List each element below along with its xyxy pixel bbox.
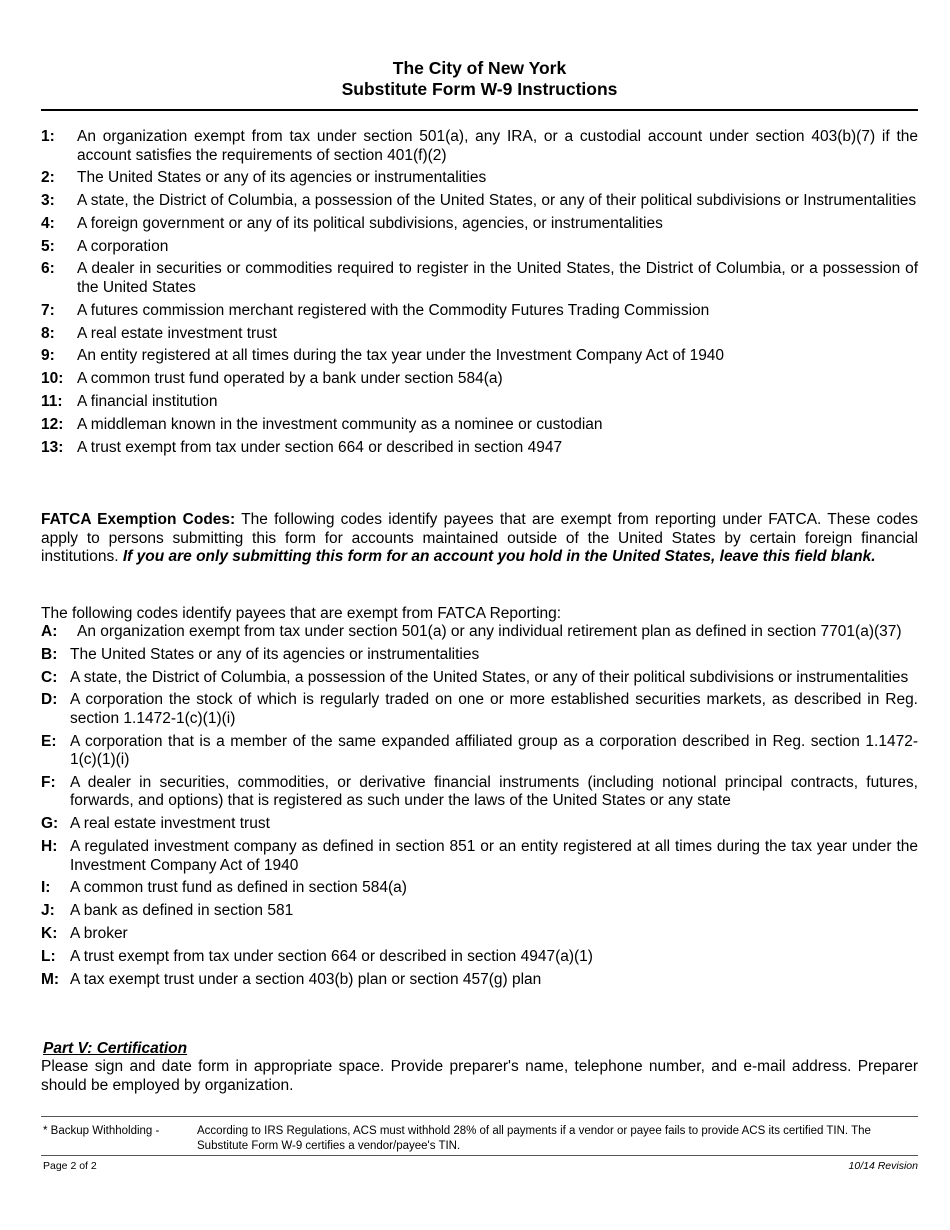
exempt-code-text: An entity registered at all times during the tax year under the Investment Company Act of 1940 [77,347,725,365]
fatca-code-text: A broker [70,924,128,942]
exempt-code-item [41,215,918,234]
fatca-code-text: An organization exempt from tax under section 501(a) or any individual retirement plan as defined in section 7701(a)(37) [77,623,902,640]
certification-heading: Part V: Certification [43,1040,188,1057]
exempt-code-item [41,238,918,257]
fatca-code-text: A tax exempt trust under a section 403(b) plan or section 457(g) plan [70,970,542,988]
footer-divider-top [41,1116,918,1117]
exempt-code-item [41,347,918,366]
fatca-code-text: A state, the District of Columbia, a possession of the United States, or any of their political subdivisions or instrumentalities [70,668,909,686]
fatca-body: The following codes identify payees that are exempt from reporting under FATCA. These codes apply to persons submitting this form for accounts maintained outside of the United States by certain foreign financial institutions. [41,511,918,565]
exempt-code-item [41,325,918,344]
fatca-code: M: [41,970,60,988]
exempt-code-text: A middleman known in the investment community as a nominee or custodian [77,415,603,433]
exempt-code-text: A common trust fund operated by a bank under section 584(a) [77,370,503,388]
fatca-paragraph [41,511,918,567]
fatca-code-list [41,623,918,993]
document-title: The City of New York [392,58,567,78]
fatca-code: B: [41,645,58,663]
fatca-code: D: [41,691,58,709]
fatca-code: C: [41,668,58,686]
fatca-codes-intro: The following codes identify payees that are exempt from FATCA Reporting: [41,605,562,622]
exempt-code: 3: [41,192,55,210]
fatca-code-item [41,691,918,728]
fatca-code-text: A common trust fund as defined in section 584(a) [70,879,407,897]
exempt-code-item [41,192,918,211]
exempt-code-text: A corporation [77,237,169,255]
exempt-code: 4: [41,214,55,232]
fatca-code: K: [41,924,58,942]
fatca-emphasis: If you are only submitting this form for an account you hold in the United States, leave this field blank. [122,548,876,565]
exempt-code: 10: [41,370,64,388]
fatca-code-item [41,623,918,642]
exempt-code-text: A real estate investment trust [77,324,277,342]
fatca-code: G: [41,815,59,833]
exempt-code-text: An organization exempt from tax under section 501(a), any IRA, or a custodial account under section 403(b)(7) if the account satisfies the requirements of section 401(f)(2) [77,128,918,164]
exempt-code-item [41,302,918,321]
exempt-code-text: The United States or any of its agencies or instrumentalities [77,169,487,187]
exempt-code-item [41,416,918,435]
exempt-code-item [41,393,918,412]
exempt-payee-code-list [41,128,918,461]
fatca-code: E: [41,732,57,750]
fatca-code-item [41,838,918,875]
exempt-code-text: A financial institution [77,392,218,410]
exempt-code: 7: [41,301,55,319]
fatca-code: A: [41,623,58,640]
fatca-code-item [41,669,918,688]
exempt-code: 8: [41,324,55,342]
fatca-code-item [41,879,918,898]
fatca-code-text: A real estate investment trust [70,815,270,833]
exempt-code: 13: [41,438,64,456]
fatca-code-text: A bank as defined in section 581 [70,902,294,920]
exempt-code-item [41,439,918,458]
fatca-code-item [41,925,918,944]
fatca-code-item [41,971,918,990]
fatca-code-text: A dealer in securities, commodities, or derivative financial instruments (including notional principal contracts, futures, forwards, and options) that is registered as such under the laws of the United States or any state [70,773,918,810]
page-number: Page 2 of 2 [43,1160,97,1172]
exempt-code: 2: [41,169,55,187]
fatca-code-text: A regulated investment company as defined in section 851 or an entity registered at all times during the tax year under the Investment Company Act of 1940 [70,838,918,874]
fatca-code-text: The United States or any of its agencies or instrumentalities [70,645,480,663]
certification-text: Please sign and date form in appropriate space. Provide preparer's name, telephone number, and e-mail address. Preparer should be employed by organization. [41,1058,918,1094]
fatca-code-item [41,815,918,834]
backup-withholding-label: * Backup Withholding - [43,1125,160,1137]
exempt-code-text: A futures commission merchant registered with the Commodity Futures Trading Commission [77,301,710,319]
revision-label: 10/14 Revision [848,1160,918,1172]
document-subtitle: Substitute Form W-9 Instructions [341,79,618,99]
exempt-code-item [41,128,918,165]
fatca-code-item [41,948,918,967]
exempt-code-text: A state, the District of Columbia, a possession of the United States, or any of their political subdivisions or Instrumentalities [77,192,917,210]
exempt-code-item [41,169,918,188]
exempt-code: 6: [41,260,55,278]
exempt-code-text: A trust exempt from tax under section 664 or described in section 4947 [77,438,563,456]
footer-divider-bottom [41,1155,918,1156]
fatca-code: F: [41,773,56,791]
header-divider [41,109,918,111]
exempt-code-text: A foreign government or any of its political subdivisions, agencies, or instrumentalities [77,214,663,232]
exempt-code: 5: [41,237,55,255]
exempt-code: 11: [41,392,63,410]
exempt-code-text: A dealer in securities or commodities required to register in the United States, the District of Columbia, or a possession of the United States [77,260,918,296]
fatca-heading: FATCA Exemption Codes: [41,511,236,528]
fatca-code: I: [41,879,51,897]
fatca-code-item [41,733,918,770]
exempt-code-item [41,370,918,389]
fatca-code-text: A corporation the stock of which is regularly traded on one or more established securities markets, as described in Reg. section 1.1472-1(c)(1)(i) [70,691,918,727]
fatca-code-item [41,902,918,921]
fatca-code: J: [41,902,55,920]
exempt-code-item [41,260,918,297]
exempt-code: 9: [41,347,55,365]
exempt-code: 1: [41,128,55,145]
fatca-code: H: [41,838,58,856]
exempt-code: 12: [41,415,64,433]
fatca-code-item [41,774,918,811]
fatca-code: L: [41,947,56,965]
fatca-code-text: A corporation that is a member of the same expanded affiliated group as a corporation described in Reg. section 1.1472-1(c)(1)(i) [70,732,918,769]
fatca-code-text: A trust exempt from tax under section 664 or described in section 4947(a)(1) [70,947,593,965]
backup-withholding-text: According to IRS Regulations, ACS must withhold 28% of all payments if a vendor or payee fails to provide ACS its certified TIN. The Substitute Form W-9 certifies a vendor/payee's TIN. [197,1125,871,1152]
fatca-code-item [41,646,918,665]
